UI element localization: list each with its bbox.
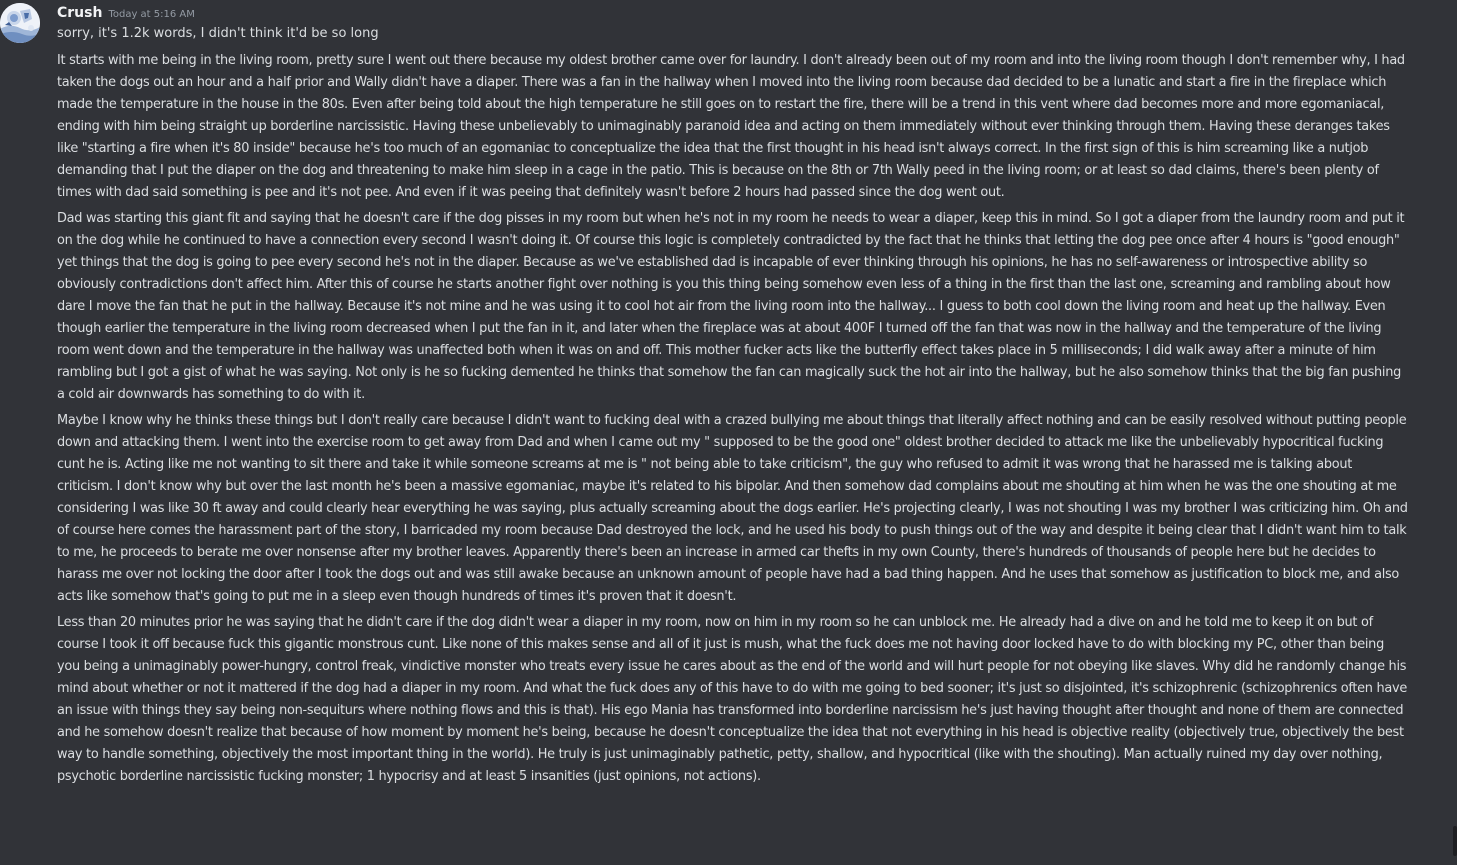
scrollbar[interactable] xyxy=(1453,826,1457,856)
message-first-line: sorry, it's 1.2k words, I didn't think it'd be so long xyxy=(57,26,379,41)
message-header xyxy=(57,2,1409,22)
timestamp[interactable]: Today at 5:16 AM xyxy=(108,9,195,20)
message-paragraph-2: Dad was starting this giant fit and saying that he doesn't care if the dog pisses in my room but when he's not in my room he needs to wear a diaper, keep this in mind. So I got a diaper from the laundry room and put it on the dog while he continued to have a connection every second I wasn't doing it. Of course this logic is completely contradicted by the fact that he thinks that letting the dog pee once after 4 hours is "good enough" yet things that the dog is going to pee every second he's not in the diaper. Because as we've established dad is incapable of ever thinking through his opinions, he has no self-awareness or introspective ability so obviously contradictions don't affect him. After this of course he starts another fight over nothing is you this thing being somehow even less of a thing in the first than the last one, screaming and rambling about how dare I move the fan that he put in the hallway. Because it's not mine and he was using it to cool hot air from the living room into the hallway... I guess to both cool down the living room and heat up the hallway. Even though earlier the temperature in the living room decreased when I put the fan in it, and later when the fireplace was at about 400F I turned off the fan that was now in the hallway and the temperature of the living room went down and the temperature in the hallway was unaffected both when it was on and off. This mother fucker acts like the butterfly effect takes place in 5 milliseconds; I did walk away after a minute of him rambling but I got a gist of what he was saying. Not only is he so fucking demented he thinks that somehow the fan can magically suck the hot air into the hallway, but he also somehow thinks that the big fan pushing a cold air downwards has something to do with it. xyxy=(57,211,1405,402)
message-paragraph-1: It starts with me being in the living room, pretty sure I went out there because my oldest brother came over for laundry. I don't already been out of my room and into the living room though I don't remember why, I had taken the dogs out an hour and a half prior and Wally didn't have a diaper. There was a fan in the hallway when I moved into the living room because dad decided to be a lunatic and start a fire in the fireplace which made the temperature in the house in the 80s. Even after being told about the high temperature he still goes on to restart the fire, there will be a trend in this vent where dad becomes more and more egomaniacal, ending with him being straight up borderline narcissistic. Having these unbelievably to unimaginably paranoid idea and acting on them immediately without ever thinking through them. Having these deranges takes like "starting a fire when it's 80 inside" because he's too much of an egomaniac to conceptualize the idea that the first thought in his head isn't always correct. In the first sign of this is him screaming like a nutjob demanding that I put the diaper on the dog and threatening to make him sleep in a cage in the patio. This is because on the 8th or 7th Wally peed in the living room; or at least so dad claims, there's been plenty of times with dad said something is pee and it's not pee. And even if it was peeing that definitely wasn't before 2 hours had passed since the dog went out. xyxy=(57,53,1405,200)
username[interactable]: Crush xyxy=(57,5,103,21)
message-paragraph-4: Less than 20 minutes prior he was saying that he didn't care if the dog didn't wear a diaper in my room, now on him in my room so he can unblock me. He already had a dive on and he told me to keep it on but of course I took it off because fuck this gigantic monstrous cunt. Like none of this makes sense and all of it just is mush, what the fuck does me not having door locked have to do with blocking my PC, other than being you being a unimaginably power-hungry, control freak, vindictive monster who treats every issue he cares about as the end of the world and will hurt people for not obeying like slaves. Why did he randomly change his mind about whether or not it mattered if the dog had a diaper in my room. And what the fuck does any of this have to do with me going to bed sooner; it's just so disjointed, it's schizophrenic (schizophrenics often have an issue with things they say being non-sequiturs where nothing flows and this is that). His ego Mania has transformed into borderline narcissism he's just having thought after thought and none of them are connected and he somehow doesn't realize that because of how moment by moment he's being, because he doesn't conceptualize the idea that not everything in his head is objective reality (objectively true, objectively the best way to handle something, objectively the most important thing in the world). He truly is just unimaginably pathetic, petty, shallow, and hypocritical (like with the shouting). Man actually ruined my day over nothing, psychotic borderline narcissistic fucking monster; 1 hypocrisy and at least 5 insanities (just opinions, not actions). xyxy=(57,615,1408,784)
avatar[interactable] xyxy=(0,3,40,43)
avatar-image xyxy=(0,3,40,43)
message-content xyxy=(57,2,1409,792)
message-paragraph-3: Maybe I know why he thinks these things but I don't really care because I didn't want to fucking deal with a crazed bullying me about things that literally affect nothing and can be easily resolved without putting people down and attacking them. I went into the exercise room to get away from Dad and when I came out my " supposed to be the good one" oldest brother decided to attack me like the unbelievably hypocritical fucking cunt he is. Acting like me not wanting to sit there and take it while someone screams at me is " not being able to take criticism", the guy who refused to admit it was wrong that he harassed me is talking about criticism. I don't know why but over the last month he's been a massive egomaniac, maybe it's related to his bipolar. And then somehow dad complains about me shouting at him when he was the one shouting at me considering I was like 30 ft away and could clearly hear everything he was saying, plus actually screaming about the dogs earlier. He's projecting clearly, I was not shouting I was my brother I was criticizing him. Oh and of course here comes the harassment part of the story, I barricaded my room because Dad destroyed the lock, and he used his body to push things out of the way and despite it being clear that I didn't want him to talk to me, he proceeds to berate me over nonsense after my brother leaves. Apparently there's been an increase in armed car thefts in my own County, there's hundreds of thousands of people here but he decides to harass me over not locking the door after I took the dogs out and was still awake because an unknown amount of people have had a bad thing happen. And he uses that somehow as justification to block me, and also acts like somehow that's going to put me in a sleep even though hundreds of times it's proven that it doesn't. xyxy=(57,413,1408,604)
